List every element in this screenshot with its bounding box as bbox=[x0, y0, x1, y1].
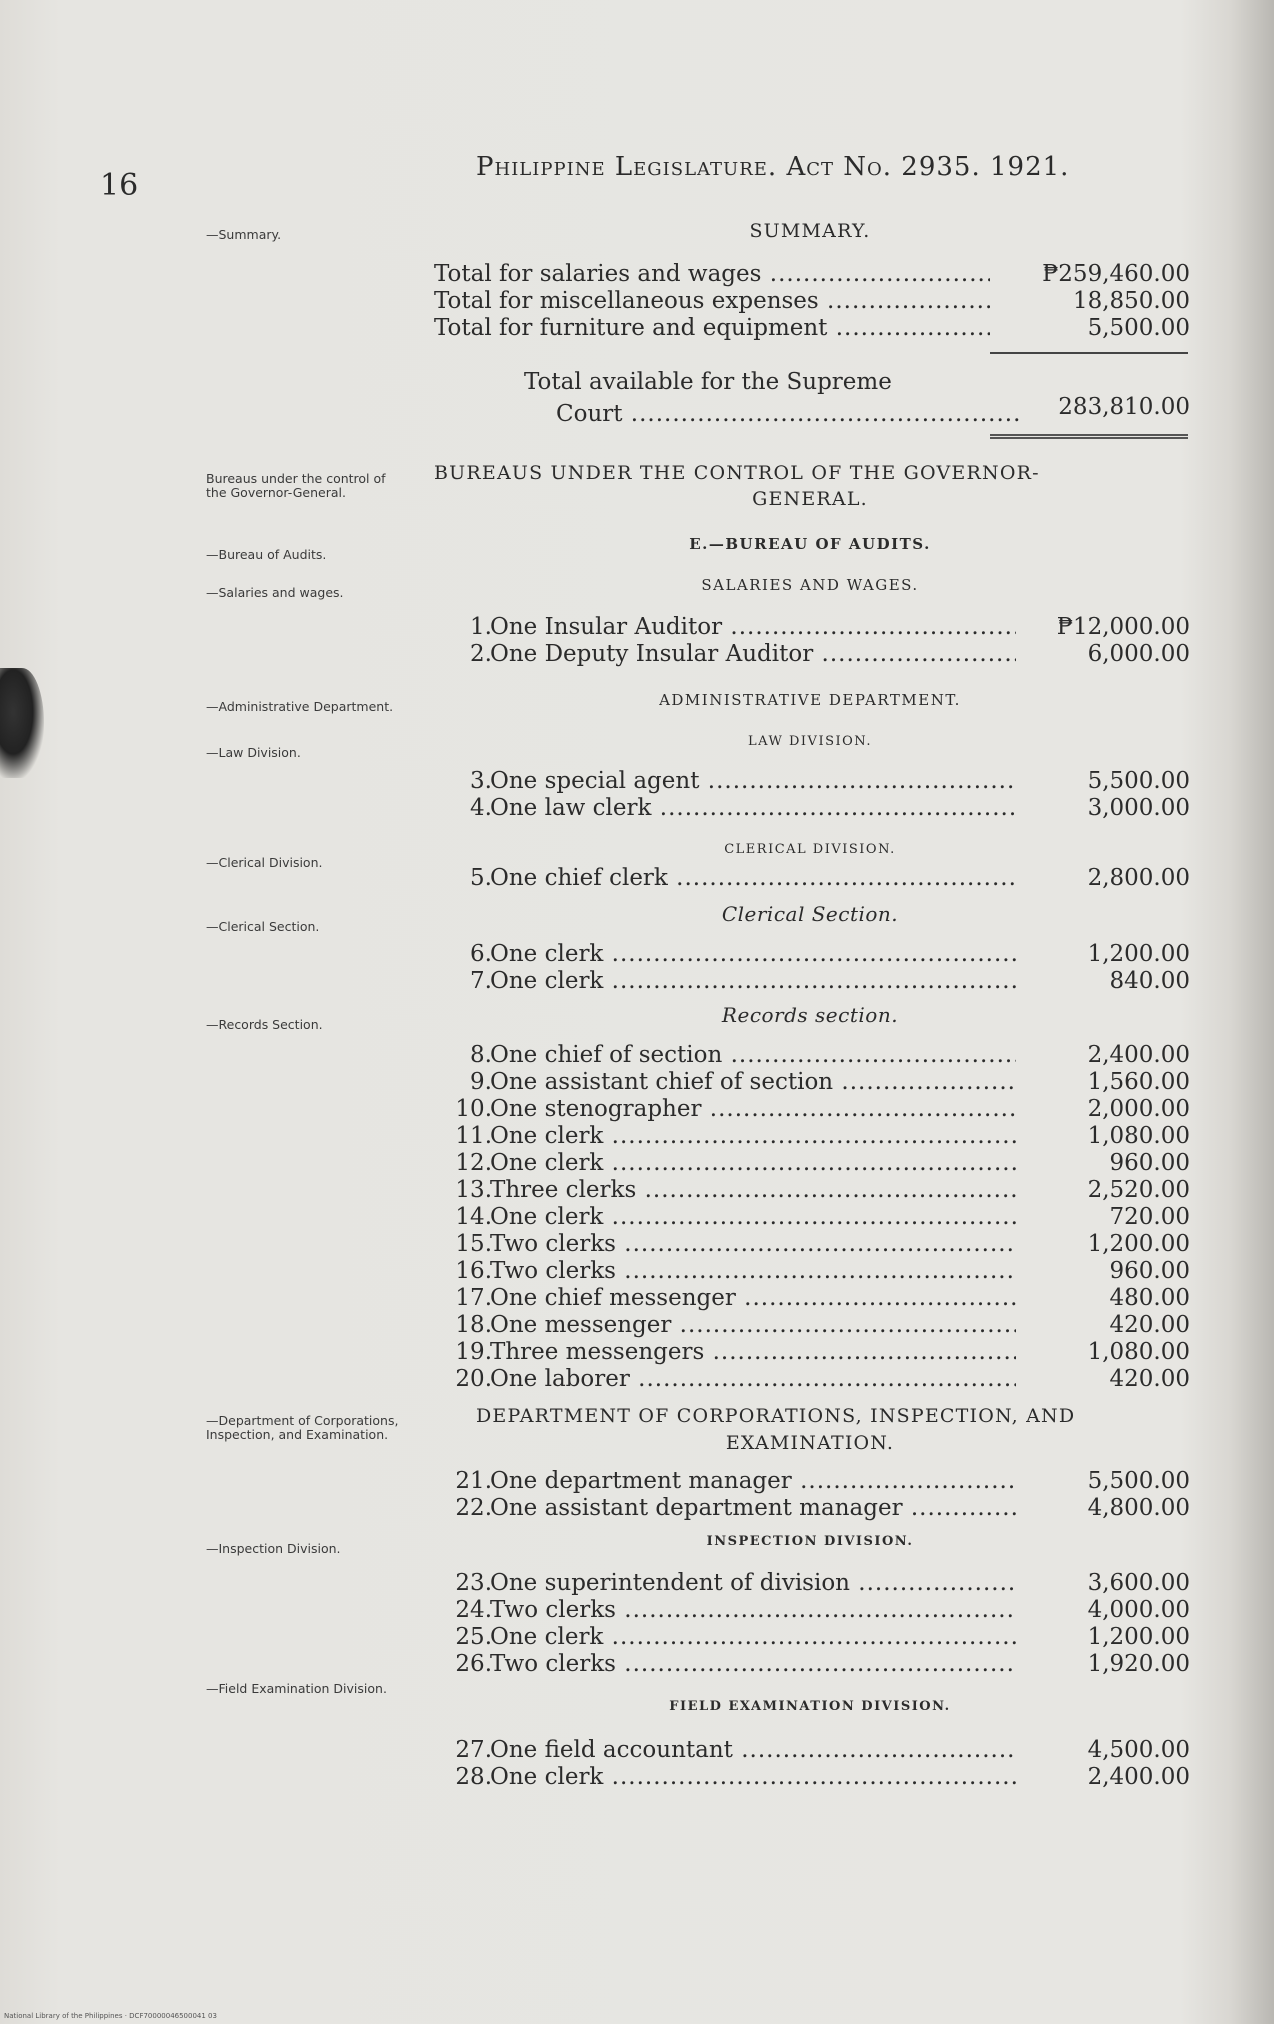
item-amount: 4,000.00 bbox=[1087, 1597, 1190, 1623]
item-amount: 2,400.00 bbox=[1087, 1042, 1190, 1068]
item-amount: 1,200.00 bbox=[1087, 941, 1190, 967]
item-desc: One Deputy Insular Auditor ..... bbox=[490, 641, 1016, 667]
law-division-heading: LAW DIVISION. bbox=[748, 734, 872, 749]
item-amount: 2,520.00 bbox=[1087, 1177, 1190, 1203]
summary-row-amount: ₱259,460.00 bbox=[1042, 261, 1190, 287]
item-number: 4. bbox=[470, 795, 492, 821]
item-number: 25. bbox=[455, 1624, 492, 1650]
item-number: 9. bbox=[470, 1069, 492, 1095]
item-desc: One clerk ..... bbox=[490, 1204, 1016, 1230]
margin-note-inspection-division: —Inspection Division. bbox=[206, 1541, 341, 1556]
scanner-thumb-shadow bbox=[0, 668, 44, 778]
item-amount: 2,800.00 bbox=[1087, 865, 1190, 891]
summary-row-amount: 18,850.00 bbox=[1072, 288, 1190, 314]
item-number: 15. bbox=[455, 1231, 492, 1257]
table-row bbox=[430, 1495, 1190, 1523]
bureaus-heading-line1: BUREAUS UNDER THE CONTROL OF THE GOVERNOR- bbox=[434, 462, 1040, 484]
summary-row-amount: 5,500.00 bbox=[1087, 315, 1190, 341]
summary-row-desc: Total for salaries and wages ..... bbox=[434, 261, 990, 287]
margin-note-bureau-audits: —Bureau of Audits. bbox=[206, 547, 327, 562]
table-row bbox=[430, 1468, 1190, 1496]
item-number: 27. bbox=[455, 1737, 492, 1763]
table-row bbox=[430, 641, 1190, 669]
margin-note-dept-corporations: —Department of Corporations, Inspection, and Examination. bbox=[206, 1413, 399, 1442]
clerical-section-heading: Clerical Section. bbox=[721, 902, 899, 926]
margin-note-clerical-section: —Clerical Section. bbox=[206, 919, 320, 934]
item-desc: One clerk ..... bbox=[490, 1764, 1016, 1790]
margin-note-admin-dept: —Administrative Department. bbox=[206, 699, 394, 714]
item-amount: 1,200.00 bbox=[1087, 1231, 1190, 1257]
running-head: Philippine Legislature. Act No. 2935. 1921. bbox=[476, 152, 1070, 182]
item-number: 18. bbox=[455, 1312, 492, 1338]
item-number: 13. bbox=[455, 1177, 492, 1203]
summary-row bbox=[434, 288, 1190, 316]
item-number: 22. bbox=[455, 1495, 492, 1521]
summary-total-label bbox=[524, 366, 892, 427]
item-number: 12. bbox=[455, 1150, 492, 1176]
item-amount: 5,500.00 bbox=[1087, 768, 1190, 794]
table-row bbox=[430, 768, 1190, 796]
item-number: 8. bbox=[470, 1042, 492, 1068]
item-amount: 1,080.00 bbox=[1087, 1339, 1190, 1365]
item-number: 20. bbox=[455, 1366, 492, 1392]
summary-row bbox=[434, 315, 1190, 343]
item-number: 5. bbox=[470, 865, 492, 891]
item-desc: One assistant chief of section ..... bbox=[490, 1069, 1016, 1095]
table-row bbox=[430, 1096, 1190, 1124]
item-number: 19. bbox=[455, 1339, 492, 1365]
field-examination-heading: FIELD EXAMINATION DIVISION. bbox=[669, 1699, 951, 1714]
item-desc: One laborer ..... bbox=[490, 1366, 1016, 1392]
item-number: 3. bbox=[470, 768, 492, 794]
table-row bbox=[430, 1177, 1190, 1205]
table-row bbox=[430, 614, 1190, 642]
bureau-audits-heading: E.—BUREAU OF AUDITS. bbox=[689, 535, 931, 553]
summary-heading: SUMMARY. bbox=[749, 220, 871, 242]
item-desc: One chief messenger ..... bbox=[490, 1285, 1016, 1311]
table-row bbox=[430, 941, 1190, 969]
item-desc: One chief of section ..... bbox=[490, 1042, 1016, 1068]
item-desc: Two clerks ..... bbox=[490, 1651, 1016, 1677]
item-number: 1. bbox=[470, 614, 492, 640]
margin-note-records-section: —Records Section. bbox=[206, 1017, 323, 1032]
item-number: 21. bbox=[455, 1468, 492, 1494]
table-row bbox=[430, 1312, 1190, 1340]
item-number: 16. bbox=[455, 1258, 492, 1284]
item-amount: 960.00 bbox=[1109, 1150, 1190, 1176]
item-desc: Two clerks ..... bbox=[490, 1597, 1016, 1623]
margin-note-clerical-division: —Clerical Division. bbox=[206, 855, 323, 870]
item-number: 23. bbox=[455, 1570, 492, 1596]
item-amount: 2,000.00 bbox=[1087, 1096, 1190, 1122]
bureaus-heading-line2: GENERAL. bbox=[752, 488, 868, 510]
item-number: 14. bbox=[455, 1204, 492, 1230]
item-amount: 1,200.00 bbox=[1087, 1624, 1190, 1650]
item-desc: One field accountant ..... bbox=[490, 1737, 1016, 1763]
table-row bbox=[430, 795, 1190, 823]
margin-note-field-examination: —Field Examination Division. bbox=[206, 1681, 387, 1696]
item-amount: 4,800.00 bbox=[1087, 1495, 1190, 1521]
table-row bbox=[430, 968, 1190, 996]
margin-note-summary: —Summary. bbox=[206, 227, 282, 242]
page-number: 16 bbox=[100, 168, 139, 203]
table-row bbox=[430, 1366, 1190, 1394]
table-row bbox=[430, 1624, 1190, 1652]
scan-footer: National Library of the Philippines · DCF70000046500041 03 bbox=[4, 2012, 217, 2020]
margin-note-bureaus: Bureaus under the control of the Governor-General. bbox=[206, 471, 386, 500]
item-amount: 4,500.00 bbox=[1087, 1737, 1190, 1763]
item-desc: One clerk ..... bbox=[490, 1150, 1016, 1176]
item-desc: One special agent ..... bbox=[490, 768, 1016, 794]
item-number: 10. bbox=[455, 1096, 492, 1122]
dept-corporations-heading-line2: EXAMINATION. bbox=[725, 1432, 895, 1454]
dept-corporations-heading-line1: DEPARTMENT OF CORPORATIONS, INSPECTION, AND bbox=[476, 1405, 1076, 1427]
item-amount: 480.00 bbox=[1109, 1285, 1190, 1311]
item-amount: 1,080.00 bbox=[1087, 1123, 1190, 1149]
table-row bbox=[430, 1123, 1190, 1151]
item-number: 24. bbox=[455, 1597, 492, 1623]
clerical-division-heading: CLERICAL DIVISION. bbox=[724, 842, 896, 857]
table-row bbox=[430, 1258, 1190, 1286]
table-row bbox=[430, 1285, 1190, 1313]
item-amount: 6,000.00 bbox=[1087, 641, 1190, 667]
item-desc: One Insular Auditor ..... bbox=[490, 614, 1016, 640]
table-row bbox=[430, 1764, 1190, 1792]
summary-total-amount: 283,810.00 bbox=[1058, 394, 1190, 420]
margin-note-law-division: —Law Division. bbox=[206, 745, 301, 760]
item-amount: 3,600.00 bbox=[1087, 1570, 1190, 1596]
summary-row bbox=[434, 261, 1190, 289]
item-desc: One clerk ..... bbox=[490, 941, 1016, 967]
item-desc: One messenger ..... bbox=[490, 1312, 1016, 1338]
item-number: 28. bbox=[455, 1764, 492, 1790]
item-number: 7. bbox=[470, 968, 492, 994]
table-row bbox=[430, 1737, 1190, 1765]
item-desc: Three messengers ..... bbox=[490, 1339, 1016, 1365]
item-amount: 840.00 bbox=[1109, 968, 1190, 994]
item-number: 17. bbox=[455, 1285, 492, 1311]
margin-note-salaries: —Salaries and wages. bbox=[206, 585, 344, 600]
item-amount: 1,560.00 bbox=[1087, 1069, 1190, 1095]
item-desc: One stenographer ..... bbox=[490, 1096, 1016, 1122]
admin-dept-heading: ADMINISTRATIVE DEPARTMENT. bbox=[659, 691, 961, 709]
table-row bbox=[430, 1597, 1190, 1625]
item-amount: 720.00 bbox=[1109, 1204, 1190, 1230]
item-desc: Two clerks ..... bbox=[490, 1258, 1016, 1284]
table-row bbox=[430, 1204, 1190, 1232]
item-desc: Three clerks ..... bbox=[490, 1177, 1016, 1203]
records-section-heading: Records section. bbox=[721, 1003, 899, 1027]
table-row bbox=[430, 1150, 1190, 1178]
item-amount: 420.00 bbox=[1109, 1366, 1190, 1392]
table-row bbox=[430, 1042, 1190, 1070]
item-amount: 2,400.00 bbox=[1087, 1764, 1190, 1790]
summary-row-desc: Total for furniture and equipment ..... bbox=[434, 315, 990, 341]
item-desc: One clerk ..... bbox=[490, 1624, 1016, 1650]
item-amount: 420.00 bbox=[1109, 1312, 1190, 1338]
table-row bbox=[430, 1231, 1190, 1259]
item-desc: One chief clerk ..... bbox=[490, 865, 1016, 891]
item-desc: One law clerk ..... bbox=[490, 795, 1016, 821]
item-number: 6. bbox=[470, 941, 492, 967]
summary-row-desc: Total for miscellaneous expenses ..... bbox=[434, 288, 990, 314]
salaries-heading: SALARIES AND WAGES. bbox=[701, 576, 919, 594]
item-desc: Two clerks ..... bbox=[490, 1231, 1016, 1257]
summary-total-line1: Total available for the Supreme bbox=[524, 369, 892, 395]
table-row bbox=[430, 865, 1190, 893]
table-row bbox=[430, 1651, 1190, 1679]
item-desc: One department manager ..... bbox=[490, 1468, 1016, 1494]
item-desc: One superintendent of division ..... bbox=[490, 1570, 1016, 1596]
item-amount: ₱12,000.00 bbox=[1056, 614, 1190, 640]
table-row bbox=[430, 1339, 1190, 1367]
item-desc: One assistant department manager ..... bbox=[490, 1495, 1016, 1521]
item-number: 26. bbox=[455, 1651, 492, 1677]
summary-total-line2: Court ..... bbox=[556, 401, 1020, 427]
table-row bbox=[430, 1069, 1190, 1097]
inspection-division-heading: INSPECTION DIVISION. bbox=[706, 1534, 914, 1549]
item-desc: One clerk ..... bbox=[490, 968, 1016, 994]
item-amount: 5,500.00 bbox=[1087, 1468, 1190, 1494]
summary-double-rule bbox=[990, 434, 1188, 439]
item-number: 11. bbox=[455, 1123, 492, 1149]
table-row bbox=[430, 1570, 1190, 1598]
item-amount: 3,000.00 bbox=[1087, 795, 1190, 821]
item-number: 2. bbox=[470, 641, 492, 667]
item-amount: 960.00 bbox=[1109, 1258, 1190, 1284]
item-amount: 1,920.00 bbox=[1087, 1651, 1190, 1677]
item-desc: One clerk ..... bbox=[490, 1123, 1016, 1149]
summary-rule bbox=[990, 352, 1188, 354]
